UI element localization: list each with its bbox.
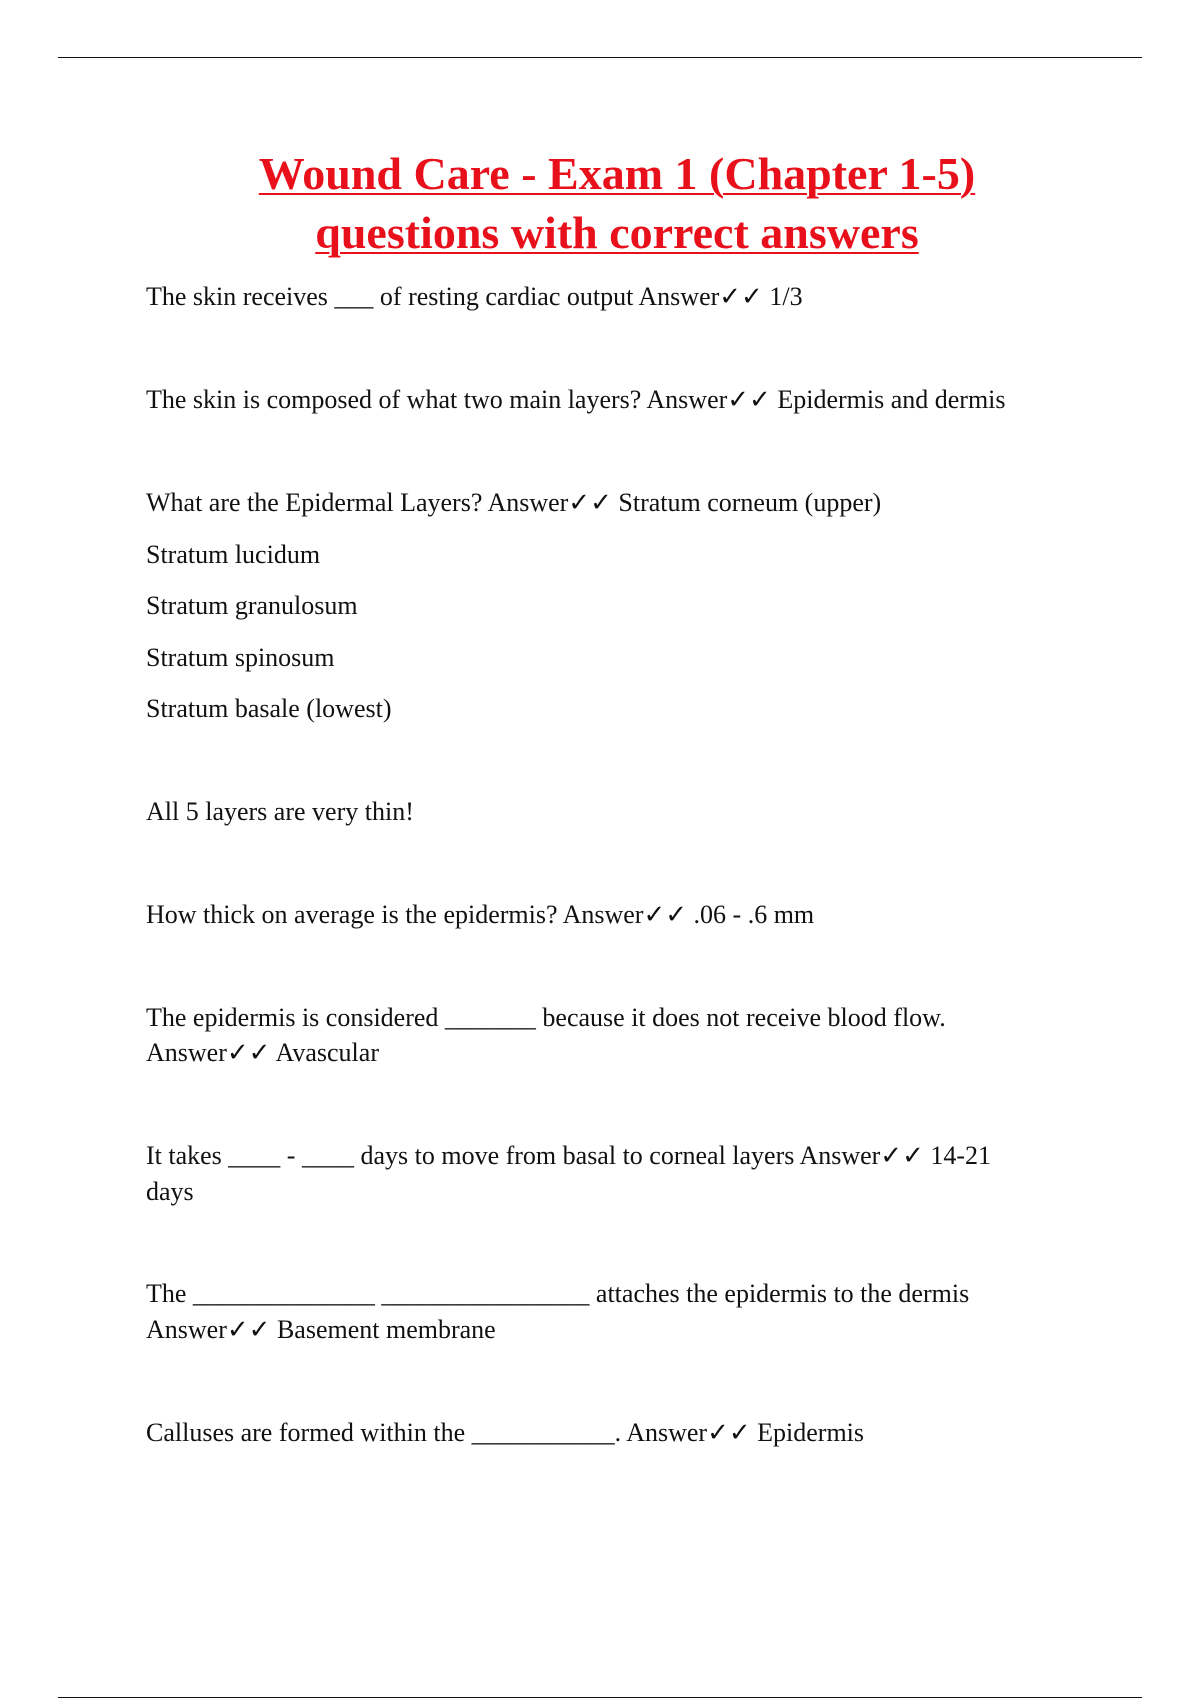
top-rule bbox=[58, 57, 1142, 58]
question-6-line-2: days bbox=[146, 1177, 194, 1206]
question-7-answer: Answer✓✓ Basement membrane bbox=[146, 1315, 496, 1344]
bottom-rule bbox=[58, 1697, 1142, 1698]
document-title bbox=[0, 144, 1200, 262]
question-3: What are the Epidermal Layers? Answer✓✓ Stratum corneum (upper) bbox=[146, 488, 882, 517]
epidermal-layer-item: Stratum lucidum bbox=[146, 540, 321, 569]
layers-note: All 5 layers are very thin! bbox=[146, 797, 414, 826]
question-1: The skin receives ___ of resting cardiac output Answer✓✓ 1/3 bbox=[146, 282, 803, 311]
question-6-line-1: It takes ____ - ____ days to move from basal to corneal layers Answer✓✓ 14-21 bbox=[146, 1141, 992, 1170]
epidermal-layer-item: Stratum spinosum bbox=[146, 643, 335, 672]
question-7-line-1: The ______________ ________________ attaches the epidermis to the dermis bbox=[146, 1279, 970, 1308]
question-8: Calluses are formed within the ___________. Answer✓✓ Epidermis bbox=[146, 1418, 865, 1447]
epidermal-layer-item: Stratum granulosum bbox=[146, 591, 358, 620]
question-5-answer: Answer✓✓ Avascular bbox=[146, 1038, 379, 1067]
question-5-line-1: The epidermis is considered _______ because it does not receive blood flow. bbox=[146, 1003, 946, 1032]
epidermal-layer-item: Stratum basale (lowest) bbox=[146, 694, 392, 723]
question-2: The skin is composed of what two main layers? Answer✓✓ Epidermis and dermis bbox=[146, 385, 1006, 414]
question-4: How thick on average is the epidermis? Answer✓✓ .06 - .6 mm bbox=[146, 900, 815, 929]
title-line-2: questions with correct answers bbox=[315, 207, 919, 258]
title-line-1: Wound Care - Exam 1 (Chapter 1-5) bbox=[258, 148, 976, 199]
